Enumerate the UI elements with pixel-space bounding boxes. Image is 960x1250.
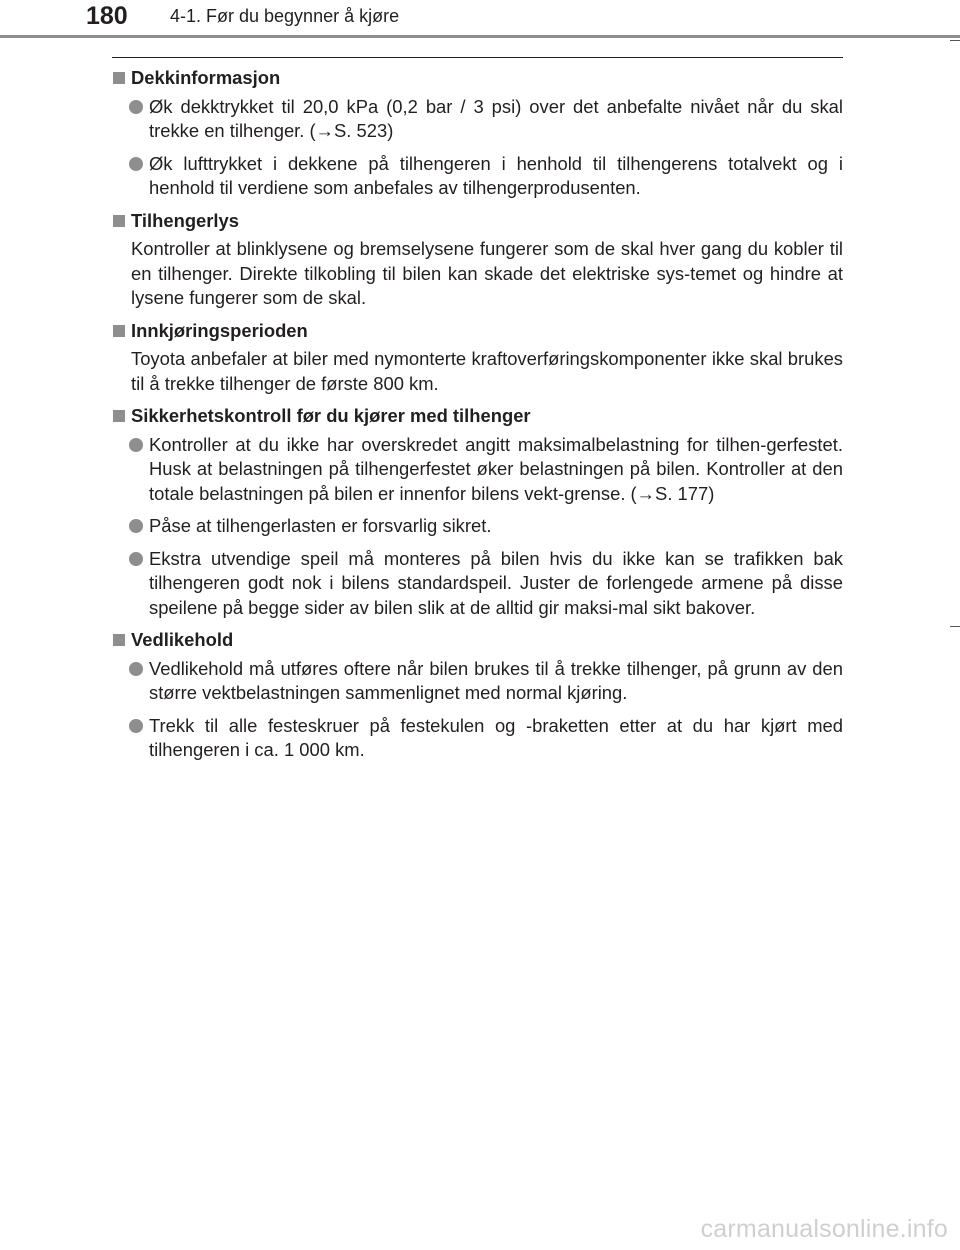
list-item: Påse at tilhengerlasten er forsvarlig sikret. [112,514,843,539]
section-heading: Vedlikehold [112,628,843,653]
section-tilhengerlys [112,209,843,311]
list-item: Trekk til alle festeskruer på festekulen og -braketten etter at du har kjørt med tilhengeren i ca. 1 000 km. [112,714,843,763]
list-item: Ekstra utvendige speil må monteres på bilen hvis du ikke kan se trafikken bak tilhengeren godt nok i bilens standardspeil. Juster de forlengede armene på disse speilene på begge sider av bilen slik at de alltid gir maksi-mal sikt bakover. [112,547,843,621]
round-bullet-icon [129,552,143,566]
margin-tick [950,40,960,41]
round-bullet-icon [129,519,143,533]
section-vedlikehold [112,628,843,763]
page-header [0,0,960,38]
square-bullet-icon [113,215,125,227]
page-number: 180 [86,2,128,30]
round-bullet-icon [129,719,143,733]
section-heading: Dekkinformasjon [112,66,843,91]
round-bullet-icon [129,662,143,676]
square-bullet-icon [113,72,125,84]
list-item: Øk dekktrykket til 20,0 kPa (0,2 bar / 3 psi) over det anbefalte nivået når du skal trekke en tilhenger. (→S. 523) [112,95,843,144]
round-bullet-icon [129,438,143,452]
square-bullet-icon [113,410,125,422]
section-title: 4-1. Før du begynner å kjøre [170,6,400,26]
square-bullet-icon [113,325,125,337]
section-heading: Innkjøringsperioden [112,319,843,344]
section-paragraph: Toyota anbefaler at biler med nymonterte kraftoverføringskomponenter ikke skal brukes til å trekke tilhenger de første 800 km. [131,348,843,394]
list-item: Kontroller at du ikke har overskredet angitt maksimalbelastning for tilhen-gerfestet. Husk at belastningen på tilhengerfestet øker belastningen på bilen. Kontroller at den totale belastningen på bilen er innenfor bilens vekt-grense. (→S. 177) [112,433,843,507]
section-heading: Tilhengerlys [112,209,843,234]
round-bullet-icon [129,157,143,171]
section-dekkinformasjon [112,66,843,201]
section-heading: Sikkerhetskontroll før du kjører med tilhenger [112,404,843,429]
list-item: Vedlikehold må utføres oftere når bilen brukes til å trekke tilhenger, på grunn av den større vektbelastningen sammenlignet med normal kjøring. [112,657,843,706]
list-item: Øk lufttrykket i dekkene på tilhengeren i henhold til tilhengerens totalvekt og i henhold til verdiene som anbefales av tilhengerprodusenten. [112,152,843,201]
section-sikkerhetskontroll [112,404,843,620]
section-paragraph: Kontroller at blinklysene og bremselysene fungerer som de skal hver gang du kobler til en tilhenger. Direkte tilkobling til bilen kan skade det elektriske sys-temet og hindre at lysene fungerer som de skal. [131,238,843,308]
page-content [112,66,843,771]
top-rule [112,57,843,58]
watermark: carmanualsonline.info [700,1215,948,1243]
round-bullet-icon [129,100,143,114]
section-innkjoringsperioden [112,319,843,397]
margin-tick [950,626,960,627]
square-bullet-icon [113,634,125,646]
